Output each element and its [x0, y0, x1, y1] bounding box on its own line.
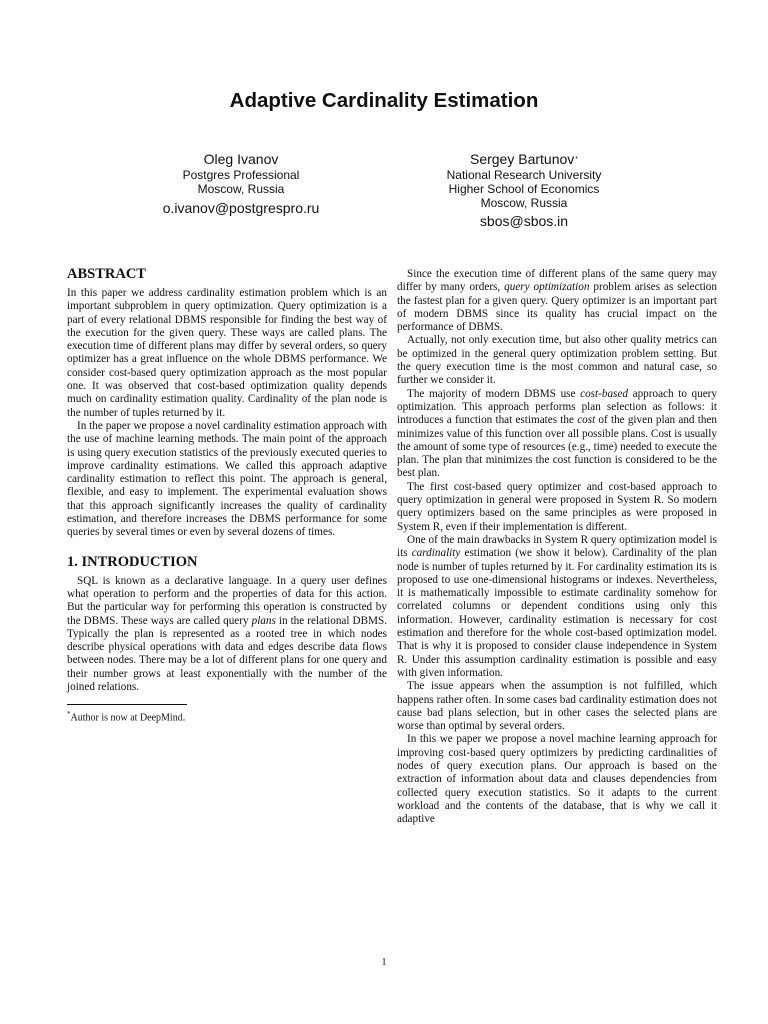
text-run: One of the main drawbacks in System R query optimization model is its — [397, 533, 717, 560]
author-affiliation: National Research University — [446, 168, 602, 182]
intro-paragraph — [67, 575, 387, 695]
author-email: o.ivanov@postgrespro.ru — [162, 200, 320, 216]
abstract-paragraph: In the paper we propose a novel cardinality estimation approach with the use of machine learning methods. The main point of the approach is using query execution statistics of the previously executed queries to improve cardinality estimations. We called this approach adaptive cardinality estimation to reflect this point. The approach is general, flexible, and easy to implement. The experimental evaluation shows that this approach significantly increases the quality of cardinality estimation, and therefore increases the DBMS performance for some queries by several times or even by several dozens of times. — [67, 419, 387, 539]
page-number: 1 — [381, 957, 387, 968]
text-run: The majority of modern DBMS use — [407, 387, 581, 400]
body-paragraph — [397, 534, 717, 680]
emphasis: query optimization — [504, 281, 590, 294]
body-paragraph — [397, 268, 717, 334]
introduction-heading: 1. INTRODUCTION — [67, 553, 198, 570]
text-run: in the relational DBMS. Typically the plan is represented as a rooted tree in which nodes describe physical operations with data and edges describe data flows between nodes. There may be a lot of different plans for one query and their number grows at least exponentially with the number of the joined relations. — [67, 614, 388, 694]
text-run: SQL is known as a declarative language. In a query user defines what operation to perform and the properties of data for this action. But the particular way for performing this operation is constructed by the DBMS. These ways are called query — [67, 574, 387, 627]
text-run: of the given plan and then minimizes value of this function over all possible plans. Cost is usually the amount of some type of resources (e.g., time) needed to execute the plan. The plan that minimizes the cost function is considered to be the best plan. — [397, 414, 717, 480]
author-name — [414, 150, 634, 168]
text-run: estimation (we show it below). Cardinality of the plan node is number of tuples returned by it. For cardinality estimation its is proposed to use one-dimensional histograms or indexes. Nevertheless, it is mathematically impossible to estimate cardinality somehow for correlated columns or dependent conditions using only this information. However, cardinality estimation is necessary for cost estimation and therefore for the whole cost-based optimization model. That is why it is proposed to consider clause independence in System R. Under this assumption cardinality estimation is possible and easy with given information. — [397, 547, 717, 679]
footnote-rule — [67, 704, 187, 705]
author-affiliation: Moscow, Russia — [197, 182, 285, 196]
author-block — [414, 150, 634, 230]
author-name-text: Sergey Bartunov — [469, 151, 575, 167]
emphasis: cardinality — [411, 547, 461, 560]
author-block — [131, 150, 351, 217]
text-run: approach to query optimization. This approach performs plan selection as follows: it introduces a function that estimates the — [397, 387, 718, 427]
left-column — [67, 266, 387, 725]
footnote — [67, 708, 387, 724]
footnote-text: Author is now at DeepMind. — [70, 712, 186, 724]
emphasis: plans — [251, 614, 276, 627]
abstract-paragraph: In this paper we address cardinality estimation problem which is an important subproblem in query optimization. Query optimization is a part of every relational DBMS responsible for finding the best way of the execution for the given query. These ways are called plans. The execution time of different plans may differ by several orders, so query optimizer has a great influence on the whole DBMS performance. We consider cost-based query optimization approach as the most popular one. It was observed that cost-based optimization quality depends much on cardinality estimation quality. Cardinality of the plan node is the number of tuples returned by it. — [67, 287, 387, 419]
emphasis: cost — [577, 414, 596, 427]
right-column — [397, 268, 717, 826]
body-paragraph: Actually, not only execution time, but also other quality metrics can be optimized in the general query optimization problem setting. But the query execution time is the most common and natural case, so further we consider it. — [397, 334, 717, 387]
author-name: Oleg Ivanov — [203, 151, 279, 167]
footnote-marker: * — [575, 156, 579, 163]
author-affiliation: Postgres Professional — [182, 168, 300, 182]
text-run: Since the execution time of different plans of the same query may differ by many orders, — [397, 268, 717, 294]
body-paragraph: The issue appears when the assumption is not fulfilled, which happens rather often. In some cases bad cardinality estimation does not cause bad plans selection, but in other cases the selected plans are worse than optimal by several orders. — [397, 680, 717, 733]
abstract-heading: ABSTRACT — [67, 266, 146, 282]
body-paragraph: The first cost-based query optimizer and cost-based approach to query optimization in general were proposed in System R. So modern query optimizers based on the same principles as were proposed in System R, even if their implementation is different. — [397, 480, 717, 533]
author-email: sbos@sbos.in — [479, 213, 569, 229]
footnote-marker: * — [67, 710, 71, 719]
emphasis: cost-based — [580, 387, 628, 400]
body-paragraph — [397, 388, 717, 481]
text-run: problem arises as selection the fastest plan for a given query. Query optimizer is an important part of modern DBMS since its quality has crucial impact on the performance of DBMS. — [397, 281, 717, 334]
body-paragraph: In this we paper we propose a novel machine learning approach for improving cost-based query optimizers by predicting cardinalities of nodes of query execution plans. Our approach is based on the extraction of information about data and clauses dependencies from collected query execution statistics. So it adapts to the current workload and the contents of the database, that is why we call it adaptive — [397, 733, 717, 826]
author-affiliation: Moscow, Russia — [480, 196, 568, 210]
paper-title: Adaptive Cardinality Estimation — [229, 89, 539, 112]
author-affiliation: Higher School of Economics — [448, 182, 600, 196]
